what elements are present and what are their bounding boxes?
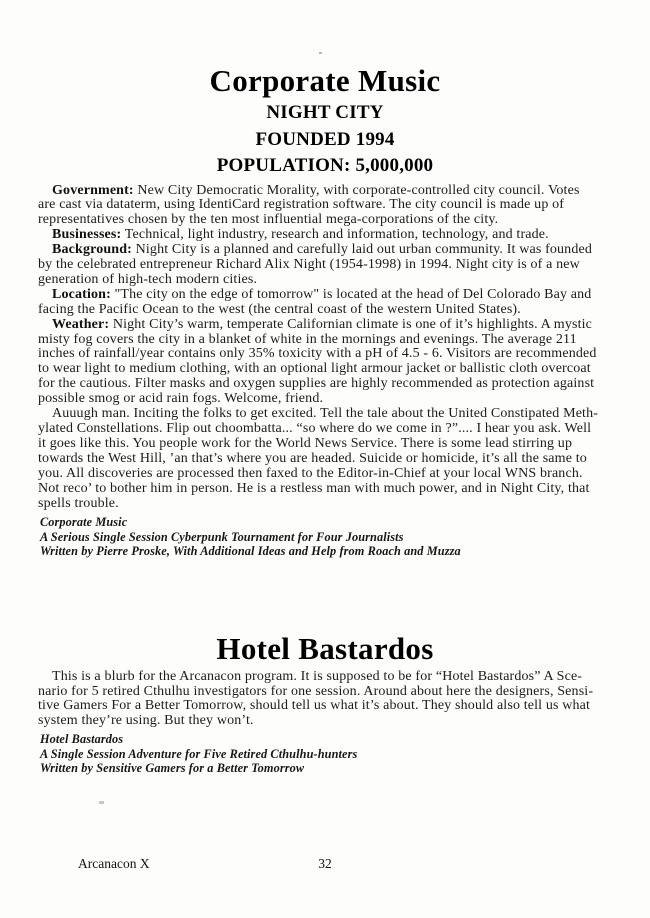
text-line: ylated Constellations. Flip out choombatta... “so where do we come in ?”.... I hear you ask. Well bbox=[38, 421, 592, 436]
paragraph-businesses bbox=[38, 228, 626, 243]
text-line: Auuugh man. Inciting the folks to get excited. Tell the tale about the United Constipated Meth- bbox=[52, 406, 599, 422]
text-run: New City Democratic Morality, with corporate-controlled city council. Votes bbox=[133, 182, 580, 198]
text-run: "The city on the edge of tomorrow" is located at the head of Del Colorado Bay and bbox=[110, 286, 592, 302]
bold-lead: Background: bbox=[52, 242, 132, 258]
scan-artifact bbox=[319, 52, 322, 54]
subtitle-night-city: NIGHT CITY bbox=[266, 102, 384, 123]
text-line: to wear light to medium clothing, with an optional light armour jacket or ballistic cloth overcoat bbox=[38, 361, 591, 377]
text-run: Technical, light industry, research and information, technology, and trade. bbox=[121, 227, 549, 243]
bold-lead: Weather: bbox=[52, 316, 110, 332]
credit-line: Written by Pierre Proske, With Additional Ideas and Help from Roach and Muzza bbox=[40, 544, 461, 559]
paragraph-weather bbox=[38, 318, 626, 407]
bold-lead: Government: bbox=[52, 182, 134, 198]
paragraph-location bbox=[38, 288, 626, 318]
text-line bbox=[38, 243, 626, 258]
scan-artifact bbox=[99, 801, 104, 804]
section-title-hotel-bastardos: Hotel Bastardos bbox=[216, 630, 434, 666]
corporate-music-header bbox=[0, 0, 650, 180]
text-line: generation of high-tech modern cities. bbox=[38, 271, 258, 287]
text-line: nario for 5 retired Cthulhu investigators for one session. Around about here the designers, Sensi- bbox=[38, 683, 594, 699]
text-line bbox=[38, 288, 626, 303]
subtitle-founded: FOUNDED 1994 bbox=[255, 128, 395, 150]
paragraph-hotel-blurb bbox=[38, 670, 626, 730]
hotel-bastardos-credits bbox=[0, 732, 650, 775]
text-line bbox=[38, 318, 626, 333]
text-line: Not reco’ to bother him in person. He is a restless man with much power, and in Night City, that bbox=[38, 480, 590, 496]
text-run: Night City is a planned and carefully laid out urban community. It was founded bbox=[131, 242, 592, 258]
hotel-bastardos-body bbox=[0, 670, 650, 730]
text-line: facing the Pacific Ocean to the west (the central coast of the western United States). bbox=[38, 301, 521, 317]
paragraph-government bbox=[38, 184, 626, 229]
bold-lead: Businesses: bbox=[52, 227, 122, 243]
text-line: it goes like this. You people work for the World News Service. There is some lead stirring up bbox=[38, 435, 573, 451]
text-run: Night City’s warm, temperate Californian climate is one of it’s highlights. A mystic bbox=[109, 316, 593, 332]
credit-line: Written by Sensitive Gamers for a Better Tomorrow bbox=[40, 761, 305, 776]
text-line: system they’re using. But they won’t. bbox=[38, 713, 254, 729]
text-line bbox=[38, 228, 626, 243]
paragraph-background bbox=[38, 243, 626, 288]
footer-page-number: 32 bbox=[318, 856, 332, 871]
credit-line: Hotel Bastardos bbox=[40, 732, 124, 747]
section-title-corporate-music: Corporate Music bbox=[209, 63, 441, 98]
text-line: by the celebrated entrepreneur Richard Alix Night (1954-1998) in 1994. Night city is of a new bbox=[38, 257, 580, 273]
bold-lead: Location: bbox=[52, 286, 111, 302]
credit-line: Corporate Music bbox=[40, 515, 128, 530]
text-line: This is a blurb for the Arcanacon program. It is supposed to be for “Hotel Bastardos” A Sce- bbox=[52, 668, 583, 684]
corporate-music-credits bbox=[0, 515, 650, 558]
text-line: are cast via dataterm, using IdentiCard registration software. The city council is made up of bbox=[38, 197, 565, 213]
text-line: for the cautious. Filter masks and oxygen supplies are highly recommended as protection against bbox=[38, 376, 595, 392]
footer-convention-name: Arcanacon X bbox=[78, 856, 150, 871]
text-line: inches of rainfall/year contains only 35% toxicity with a pH of 4.5 - 6. Visitors are recommended bbox=[38, 346, 597, 362]
text-line: you. All discoveries are processed then faxed to the Editor-in-Chief at your local WNS branch. bbox=[38, 465, 583, 481]
text-line: possible smog or acid rain fogs. Welcome, friend. bbox=[38, 391, 324, 407]
corporate-music-body bbox=[0, 184, 650, 512]
subtitle-population: POPULATION: 5,000,000 bbox=[216, 155, 434, 176]
credit-line: A Single Session Adventure for Five Retired Cthulhu-hunters bbox=[40, 746, 358, 761]
paragraph-rant bbox=[38, 407, 626, 511]
text-line bbox=[38, 184, 626, 199]
credit-line: A Serious Single Session Cyberpunk Tournament for Four Journalists bbox=[40, 529, 404, 544]
text-line: tive Gamers For a Better Tomorrow, should tell us what it’s about. They should also tell us what bbox=[38, 698, 591, 714]
text-line: spells trouble. bbox=[38, 495, 119, 511]
text-line: representatives chosen by the ten most influential mega-corporations of the city. bbox=[38, 212, 499, 228]
text-line: towards the West Hill, ’an that’s where you are headed. Suicide or homicide, it’s all the same to bbox=[38, 450, 587, 466]
text-line: misty fog covers the city in a blanket of white in the mornings and evenings. The average 211 bbox=[38, 331, 577, 347]
